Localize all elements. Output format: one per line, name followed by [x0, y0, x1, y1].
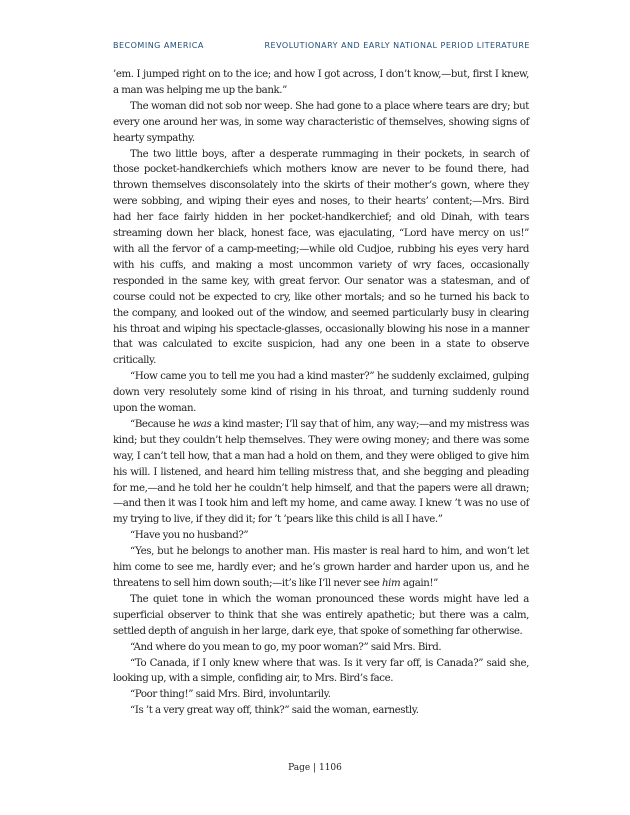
emphasis: was [192, 418, 212, 430]
paragraph: The woman did not sob nor weep. She had gone to a place where tears are dry; but every one around her was, in some way characteristic of themselves, showing signs of hearty sympathy. [113, 100, 529, 144]
paragraph: The two little boys, after a desperate rummaging in their pockets, in search of those pocket-handkerchiefs which mothers know are never to be found there, had thrown themselves disconsolately into the skirts of their mother’s gown, where they were sobbing, and wiping their eyes and noses, to their hearts’ content;—Mrs. Bird had her face fairly hidden in her pocket-handkerchief; and old Dinah, with tears streaming down her black, honest face, was ejaculating, “Lord have mercy on us!” with all the fervor of a camp-meeting;—while old Cudjoe, rubbing his eyes very hard with his cuffs, and making a most uncommon variety of wry faces, occasionally responded in the same key, with great fervor. Our senator was a statesman, and of course could not be expected to cry, like other mortals; and so he turned his back to the company, and looked out of the window, and seemed particularly busy in clearing his throat and wiping his spectacle-glasses, occasionally blowing his nose in a manner that was calculated to excite suspicion, had any one been in a state to observe critically. [113, 148, 529, 367]
paragraph: “Poor thing!” said Mrs. Bird, involuntarily. [130, 689, 331, 701]
paragraph: ’em. I jumped right on to the ice; and how I got across, I don’t know,—but, first I knew, a man was helping me up the bank.” [113, 69, 529, 96]
header-book-title: BECOMING AMERICA [113, 41, 204, 50]
paragraph: “Yes, but he belongs to another man. His master is real hard to him, and won’t let him come to see me, hardly ever; and he’s grown harder and harder upon us, and he threatens to sell him down south;—it’s like I’ll never see him again!” [113, 546, 529, 589]
running-header [113, 41, 530, 55]
paragraph: The quiet tone in which the woman pronounced these words might have led a superficial observer to think that she was entirely apathetic; but there was a calm, settled depth of anguish in her large, dark eye, that spoke of something far otherwise. [113, 593, 529, 637]
paragraph: “Have you no husband?” [130, 530, 249, 542]
header-section-title: REVOLUTIONARY AND EARLY NATIONAL PERIOD LITERATURE [264, 41, 530, 50]
paragraph: “And where do you mean to go, my poor woman?” said Mrs. Bird. [130, 641, 442, 653]
paragraph: “Because he was a kind master; I’ll say that of him, any way;—and my mistress was kind; but they couldn’t help themselves. They were owing money; and there was some way, I can’t tell how, that a man had a hold on them, and they were obliged to give him his will. I listened, and heard him telling mistress that, and she begging and pleading for me,—and he told her he couldn’t help himself, and that the papers were all drawn;—and then it was I took him and left my home, and came away. I knew ’t was no use of my trying to live, if they did it; for ’t ’pears like this child is all I have.” [113, 418, 529, 526]
paragraph: “Is ’t a very great way off, think?” said the woman, earnestly. [130, 705, 419, 717]
body-text [113, 67, 529, 719]
paragraph: “To Canada, if I only knew where that was. Is it very far off, is Canada?” said she, looking up, with a simple, confiding air, to Mrs. Bird’s face. [113, 657, 529, 685]
page-number: Page | 1106 [288, 763, 342, 773]
emphasis: him [381, 578, 401, 589]
paragraph: “How came you to tell me you had a kind master?” he suddenly exclaimed, gulping down very resolutely some kind of rising in his throat, and turning suddenly round upon the woman. [113, 371, 529, 415]
